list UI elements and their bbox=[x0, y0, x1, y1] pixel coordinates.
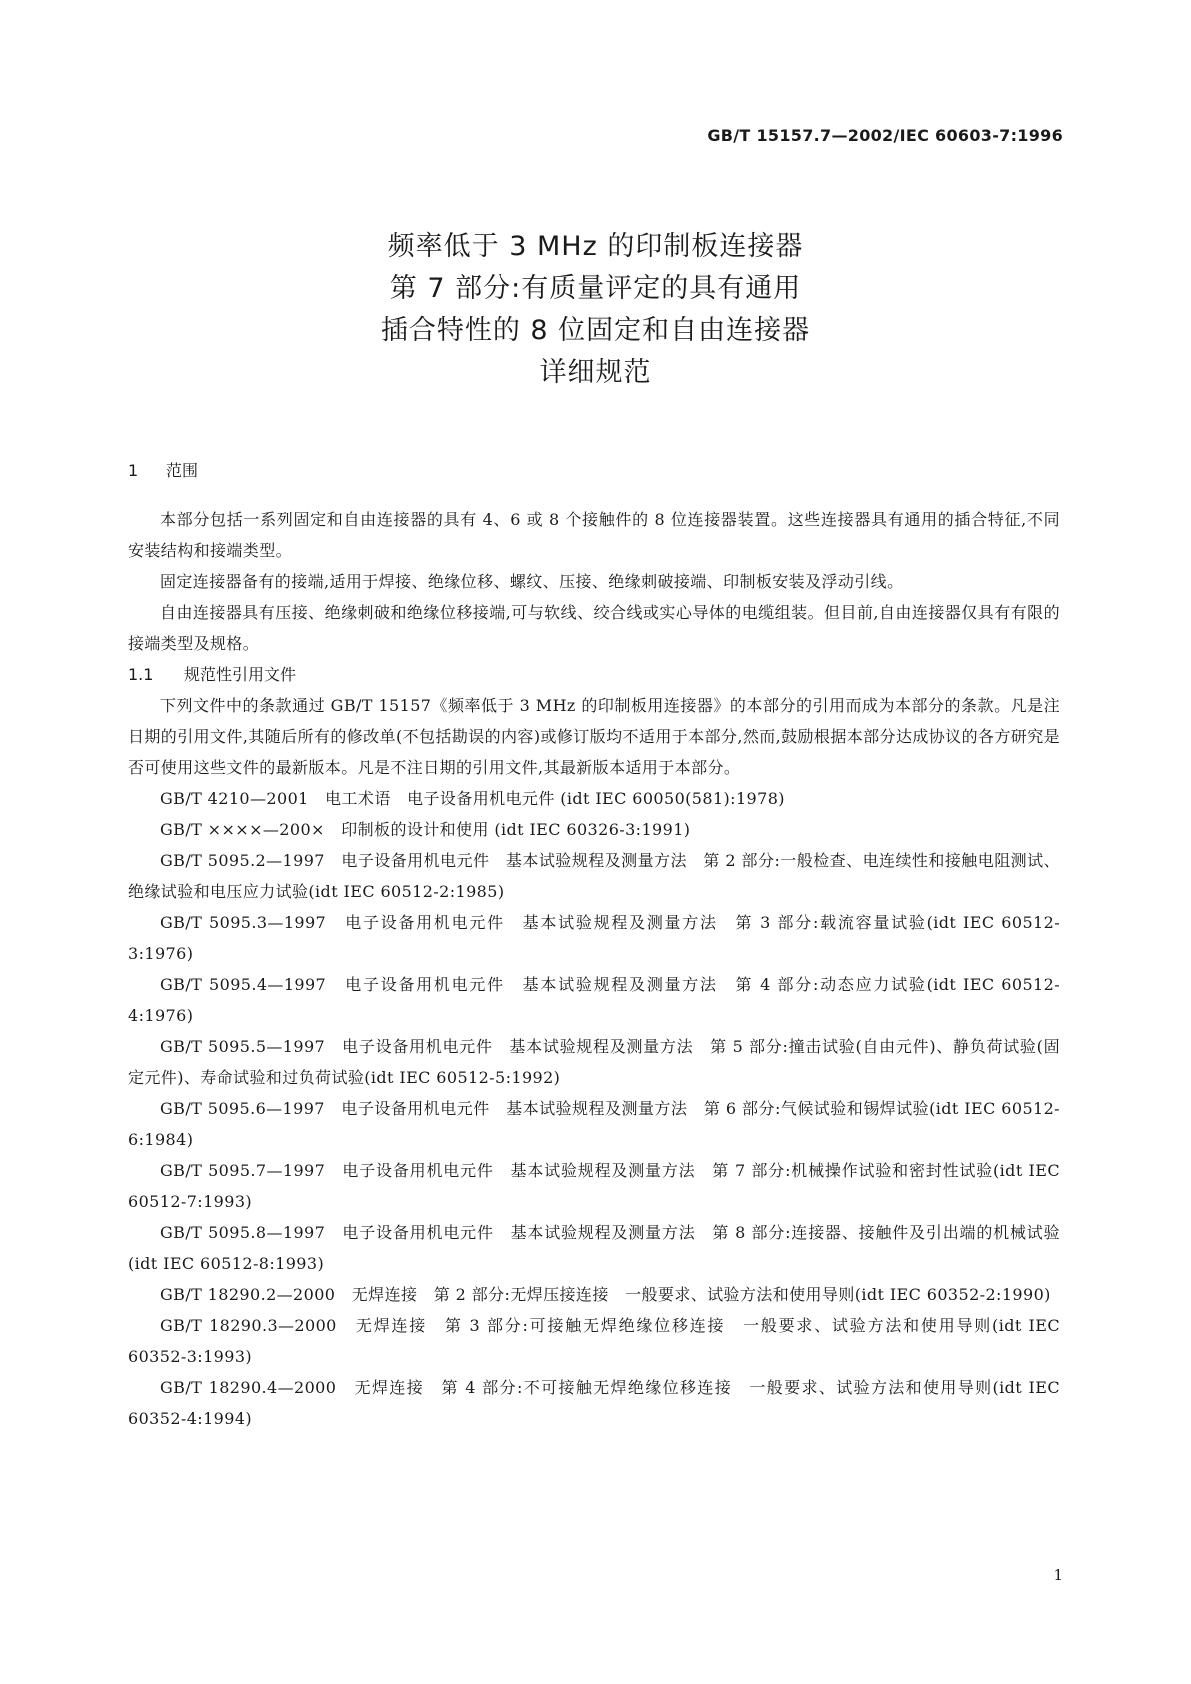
reference-item: GB/T 18290.2—2000 无焊连接 第 2 部分:无焊压接连接 一般要求、试验方法和使用导则(idt IEC 60352-2:1990) bbox=[160, 1285, 1051, 1304]
standard-number-header: GB/T 15157.7—2002/IEC 60603-7:1996 bbox=[707, 126, 1063, 145]
section-1-title: 范围 bbox=[166, 461, 199, 480]
references-intro: 下列文件中的条款通过 GB/T 15157《频率低于 3 MHz 的印制板用连接器》的本部分的引用而成为本部分的条款。凡是注日期的引用文件,其随后所有的修改单(不包括勘误的内容)或修订版均不适用于本部分,然而,鼓励根据本部分达成协议的各方研究是否可使用这些文件的最新版本。凡是不注日期的引用文件,其最新版本适用于本部分。 bbox=[128, 696, 1060, 777]
document-title bbox=[0, 226, 1191, 394]
reference-item: GB/T 5095.5—1997 电子设备用机电元件 基本试验规程及测量方法 第 5 部分:撞击试验(自由元件)、静负荷试验(固定元件)、寿命试验和过负荷试验(idt IEC 60512-5:1992) bbox=[128, 1037, 1060, 1087]
section-1-heading bbox=[128, 455, 1060, 486]
section-1-number: 1 bbox=[128, 461, 139, 480]
title-line-1: 频率低于 3 MHz 的印制板连接器 bbox=[387, 231, 804, 262]
reference-item: GB/T 5095.3—1997 电子设备用机电元件 基本试验规程及测量方法 第 3 部分:载流容量试验(idt IEC 60512-3:1976) bbox=[128, 913, 1060, 963]
section-1-1-title: 规范性引用文件 bbox=[184, 665, 297, 684]
section-1-1-number: 1.1 bbox=[128, 665, 154, 684]
title-line-4: 详细规范 bbox=[539, 357, 652, 388]
document-body bbox=[128, 455, 1060, 1434]
section-1-1-heading bbox=[128, 659, 1060, 690]
reference-item: GB/T 5095.4—1997 电子设备用机电元件 基本试验规程及测量方法 第 4 部分:动态应力试验(idt IEC 60512-4:1976) bbox=[128, 975, 1060, 1025]
reference-item: GB/T 5095.2—1997 电子设备用机电元件 基本试验规程及测量方法 第 2 部分:一般检查、电连续性和接触电阻测试、绝缘试验和电压应力试验(idt IEC 60512-2:1985) bbox=[128, 851, 1060, 901]
page-number: 1 bbox=[1053, 1566, 1063, 1584]
reference-item: GB/T 5095.8—1997 电子设备用机电元件 基本试验规程及测量方法 第 8 部分:连接器、接触件及引出端的机械试验(idt IEC 60512-8:1993) bbox=[128, 1223, 1060, 1273]
reference-item: GB/T 18290.4—2000 无焊连接 第 4 部分:不可接触无焊绝缘位移连接 一般要求、试验方法和使用导则(idt IEC 60352-4:1994) bbox=[128, 1378, 1060, 1428]
section-1-paragraph: 固定连接器备有的接端,适用于焊接、绝缘位移、螺纹、压接、绝缘刺破接端、印制板安装及浮动引线。 bbox=[160, 572, 904, 591]
reference-item: GB/T 18290.3—2000 无焊连接 第 3 部分:可接触无焊绝缘位移连接 一般要求、试验方法和使用导则(idt IEC 60352-3:1993) bbox=[128, 1316, 1060, 1366]
reference-item: GB/T 4210—2001 电工术语 电子设备用机电元件 (idt IEC 60050(581):1978) bbox=[160, 789, 785, 808]
reference-item: GB/T ××××—200× 印制板的设计和使用 (idt IEC 60326-3:1991) bbox=[160, 820, 691, 839]
title-line-2: 第 7 部分:有质量评定的具有通用 bbox=[389, 273, 802, 304]
section-1-paragraph: 自由连接器具有压接、绝缘刺破和绝缘位移接端,可与软线、绞合线或实心导体的电缆组装。但目前,自由连接器仅具有有限的接端类型及规格。 bbox=[128, 603, 1060, 653]
reference-item: GB/T 5095.7—1997 电子设备用机电元件 基本试验规程及测量方法 第 7 部分:机械操作试验和密封性试验(idt IEC 60512-7:1993) bbox=[128, 1161, 1060, 1211]
reference-item: GB/T 5095.6—1997 电子设备用机电元件 基本试验规程及测量方法 第 6 部分:气候试验和锡焊试验(idt IEC 60512-6:1984) bbox=[128, 1099, 1060, 1149]
section-1-paragraph: 本部分包括一系列固定和自由连接器的具有 4、6 或 8 个接触件的 8 位连接器装置。这些连接器具有通用的插合特征,不同安装结构和接端类型。 bbox=[128, 510, 1060, 560]
title-line-3: 插合特性的 8 位固定和自由连接器 bbox=[380, 315, 811, 346]
